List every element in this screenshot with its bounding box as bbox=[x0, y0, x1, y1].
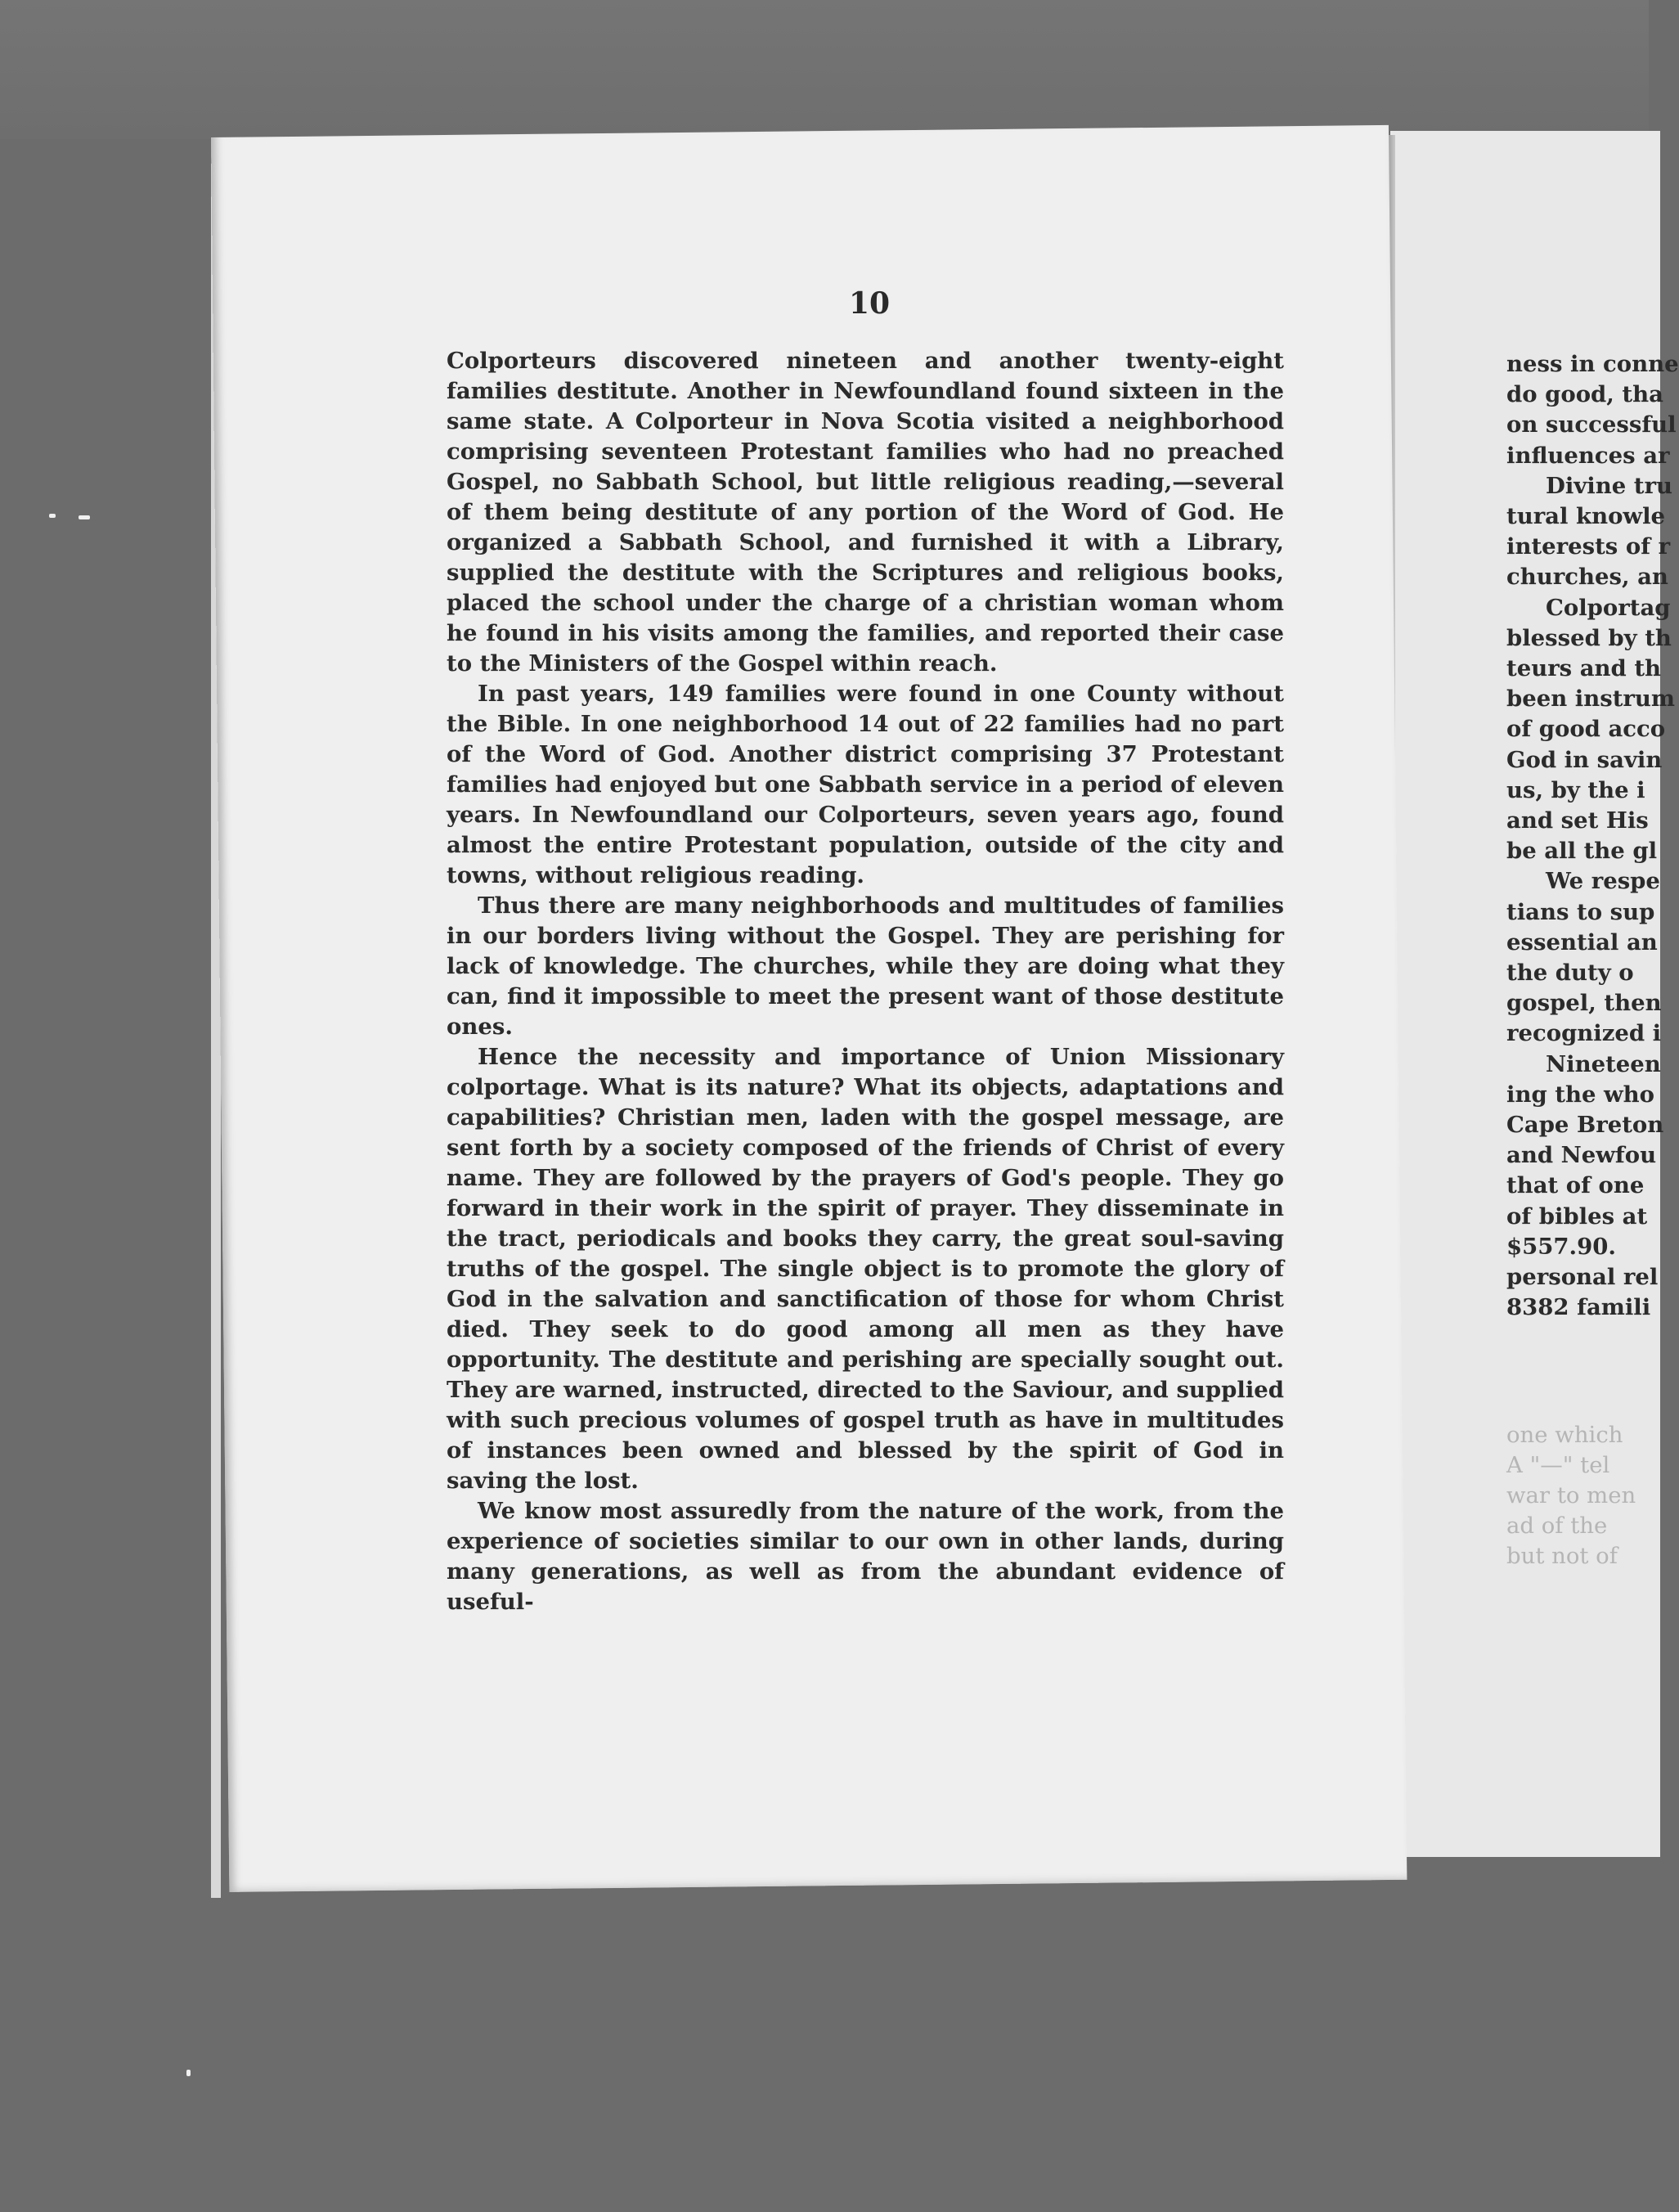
right-line: God in savin bbox=[1506, 746, 1663, 773]
right-line: tians to sup bbox=[1506, 898, 1655, 925]
right-line: essential an bbox=[1506, 928, 1658, 955]
page-body-text bbox=[447, 346, 1284, 1617]
paragraph-5: We know most assuredly from the nature of the work, from the experience of societies similar to our own in other lands, during many generations, as well as from the abundant evidence of useful- bbox=[447, 1498, 1284, 1615]
right-page-text bbox=[1506, 349, 1679, 1572]
right-line: We respe bbox=[1546, 868, 1660, 895]
right-line: Nineteen bbox=[1546, 1050, 1661, 1077]
right-line: churches, an bbox=[1506, 564, 1668, 591]
right-line: of good acco bbox=[1506, 716, 1666, 743]
bleed-line: A "—" tel bbox=[1506, 1451, 1610, 1478]
right-line: interests of r bbox=[1506, 533, 1671, 560]
paragraph-1: Colporteurs discovered nineteen and another twenty-eight families destitute. Another in Newfoundland found sixteen in the same state. A Colporteur in Nova Scotia visited a neighborhood comprising seventeen Protestant families who had no preached Gospel, no Sabbath School, but little religious reading,—several of them being destitute of any portion of the Word of God. He organized a Sabbath School, and furnished it with a Library, supplied the destitute with the Scriptures and religious books, placed the school under the charge of a christian woman whom he found in his visits among the families, and reported their case to the Ministers of the Gospel within reach. bbox=[447, 348, 1284, 677]
bleed-line: but not of bbox=[1506, 1543, 1618, 1570]
right-line: blessed by th bbox=[1506, 624, 1672, 651]
right-line: recognized i bbox=[1506, 1020, 1662, 1047]
paragraph-2: In past years, 149 families were found in one County without the Bible. In one neighborhood 14 out of 22 families had no part of the Word of God. Another district comprising 37 Protestant families had enjoyed but one Sabbath service in a period of eleven years. In Newfoundland our Colporteurs, seven years ago, found almost the entire Protestant population, outside of the city and towns, without religious reading. bbox=[447, 681, 1284, 888]
scan-speck bbox=[49, 514, 56, 518]
bleed-line: one which bbox=[1506, 1421, 1623, 1448]
right-line: been instrum bbox=[1506, 686, 1675, 713]
right-line: $557.90. bbox=[1506, 1233, 1616, 1260]
bleed-line: ad of the bbox=[1506, 1513, 1608, 1540]
right-line: teurs and th bbox=[1506, 655, 1662, 682]
right-line: and set His bbox=[1506, 807, 1649, 834]
paragraph-3: Thus there are many neighborhoods and multitudes of families in our borders living without the Gospel. They are perishing for lack of knowledge. The churches, while they are doing what they can, find it impossible to meet the present want of those destitute ones. bbox=[447, 892, 1284, 1040]
bleed-line: war to men bbox=[1506, 1481, 1636, 1508]
right-line: Divine tru bbox=[1546, 472, 1672, 499]
scan-speck bbox=[79, 515, 90, 519]
right-line: do good, tha bbox=[1506, 381, 1663, 408]
right-line: on successful bbox=[1506, 411, 1677, 438]
right-line: of bibles at bbox=[1506, 1203, 1648, 1230]
right-line: Cape Breton bbox=[1506, 1112, 1664, 1139]
right-line: the duty o bbox=[1506, 960, 1634, 987]
right-line: ing the who bbox=[1506, 1081, 1655, 1108]
right-line: Colportag bbox=[1546, 594, 1671, 621]
right-line: influences ar bbox=[1506, 442, 1670, 469]
right-gap bbox=[1506, 1324, 1670, 1420]
right-line: and Newfou bbox=[1506, 1142, 1657, 1169]
right-line: that of one bbox=[1506, 1172, 1645, 1199]
scan-speck bbox=[186, 2070, 191, 2076]
right-line: be all the gl bbox=[1506, 838, 1658, 865]
right-line: personal rel bbox=[1506, 1264, 1659, 1291]
right-line: gospel, then bbox=[1506, 990, 1662, 1017]
right-line: ness in conne bbox=[1506, 351, 1679, 377]
paragraph-4: Hence the necessity and importance of Union Missionary colportage. What is its nature? What its objects, adaptations and capabilities? Christian men, laden with the gospel message, are sent forth by a society composed of the friends of Christ of every name. They are followed by the prayers of God's people. They go forward in their work in the spirit of prayer. They disseminate in the tract, periodicals and books they carry, the great soul-saving truths of the gospel. The single object is to promote the glory of God in the salvation and sanctification of those for whom Christ died. They seek to do good among all men as they have opportunity. The destitute and perishing are specially sought out. They are warned, instructed, directed to the Saviour, and supplied with such precious volumes of gospel truth as have in multitudes of instances been owned and blessed by the spirit of God in saving the lost. bbox=[447, 1044, 1284, 1494]
right-line: 8382 famili bbox=[1506, 1294, 1651, 1321]
right-line: tural knowle bbox=[1506, 503, 1666, 530]
scanner-background bbox=[0, 0, 1649, 139]
page-number: 10 bbox=[849, 286, 891, 321]
right-line: us, by the i bbox=[1506, 776, 1645, 803]
